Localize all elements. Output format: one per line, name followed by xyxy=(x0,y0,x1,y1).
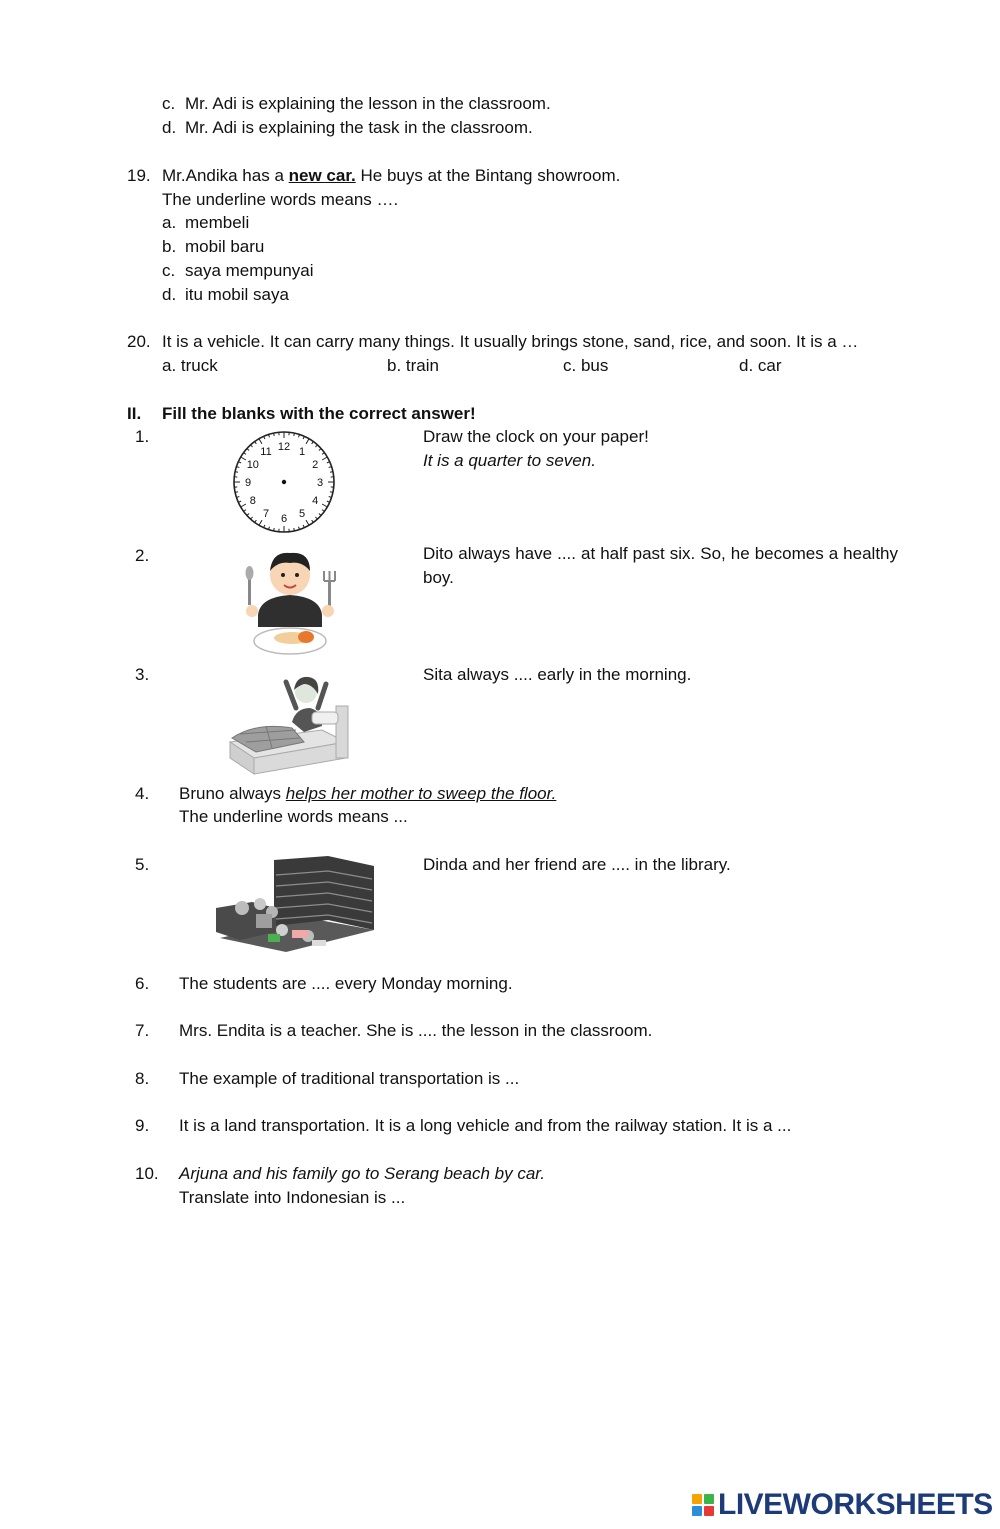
q19-option-c: saya mempunyai xyxy=(185,261,314,280)
section2-title: Fill the blanks with the correct answer! xyxy=(162,404,476,423)
item2-text: Dito always have .... at half past six. So, he becomes a healthy boy. xyxy=(423,544,898,587)
item2-number: 2. xyxy=(135,546,150,565)
q20-number: 20. xyxy=(127,332,151,351)
clock-number: 3 xyxy=(316,477,324,489)
liveworksheets-logo-text: LIVEWORKSHEETS xyxy=(718,1488,993,1521)
item10-sentence: Arjuna and his family go to Serang beach by car. xyxy=(179,1164,546,1183)
clock-number: 7 xyxy=(262,508,270,521)
q20-option-b: b. train xyxy=(387,356,439,375)
q19-underlined: new car. xyxy=(288,166,356,185)
item4-text xyxy=(179,784,556,804)
q19-option-d: itu mobil saya xyxy=(185,285,289,304)
q19-question xyxy=(162,166,620,186)
item3-number: 3. xyxy=(135,665,150,684)
clock-number: 1 xyxy=(298,445,306,458)
item8-text: The example of traditional transportation is ... xyxy=(179,1069,520,1088)
item1-instruction: Draw the clock on your paper! xyxy=(423,427,649,446)
item4-underlined: helps her mother to sweep the floor. xyxy=(285,784,557,803)
item6-text: The students are .... every Monday morning. xyxy=(179,974,513,993)
q19-option-b: mobil baru xyxy=(185,237,265,256)
item10-number: 10. xyxy=(135,1164,159,1183)
q20-option-c: c. bus xyxy=(563,356,609,375)
q19-post: He buys at the Bintang showroom. xyxy=(360,166,621,185)
clock-number: 5 xyxy=(298,508,306,521)
q20-option-a: a. truck xyxy=(162,356,218,375)
clock-number: 8 xyxy=(249,495,256,507)
item5-number: 5. xyxy=(135,855,150,874)
item1-time: It is a quarter to seven. xyxy=(423,451,596,470)
q19-option-b-letter: b. xyxy=(162,237,177,256)
item9-number: 9. xyxy=(135,1116,150,1135)
item7-text: Mrs. Endita is a teacher. She is .... the lesson in the classroom. xyxy=(179,1021,653,1040)
item4-pre: Bruno always xyxy=(179,784,282,803)
clock-number: 12 xyxy=(277,441,291,453)
q18-option-c-letter: c. xyxy=(162,94,176,113)
item3-text: Sita always .... early in the morning. xyxy=(423,665,692,684)
clock-number: 6 xyxy=(280,513,288,525)
clock-image xyxy=(232,430,336,534)
q18-option-d-letter: d. xyxy=(162,118,177,137)
item1-number: 1. xyxy=(135,427,150,446)
item7-number: 7. xyxy=(135,1021,150,1040)
q19-prompt: The underline words means …. xyxy=(162,190,399,209)
item4-number: 4. xyxy=(135,784,150,803)
item5-text: Dinda and her friend are .... in the library. xyxy=(423,855,731,874)
clock-number: 2 xyxy=(312,459,319,471)
q19-option-a-letter: a. xyxy=(162,213,177,232)
item8-number: 8. xyxy=(135,1069,150,1088)
q19-option-c-letter: c. xyxy=(162,261,176,280)
library-image xyxy=(212,856,376,954)
q19-number: 19. xyxy=(127,166,151,185)
clock-number: 10 xyxy=(246,459,259,471)
item6-number: 6. xyxy=(135,974,150,993)
item10-prompt: Translate into Indonesian is ... xyxy=(179,1188,406,1207)
q20-text: It is a vehicle. It can carry many things. It usually brings stone, sand, rice, and soon. It is a … xyxy=(162,332,859,351)
clock-number: 4 xyxy=(312,495,319,507)
q19-option-d-letter: d. xyxy=(162,285,177,304)
liveworksheets-logo-icon xyxy=(692,1490,716,1522)
q18-option-c: Mr. Adi is explaining the lesson in the classroom. xyxy=(185,94,551,113)
girl-waking-up-image xyxy=(226,668,352,778)
clock-number: 11 xyxy=(260,445,272,458)
q19-option-a: membeli xyxy=(185,213,250,232)
clock-number: 9 xyxy=(244,477,252,489)
section2-roman: II. xyxy=(127,404,142,423)
item9-text: It is a land transportation. It is a long vehicle and from the railway station. It is a ... xyxy=(179,1116,792,1135)
q18-option-d: Mr. Adi is explaining the task in the classroom. xyxy=(185,118,533,137)
boy-eating-image xyxy=(240,545,340,657)
item4-prompt: The underline words means ... xyxy=(179,807,408,826)
q20-option-d: d. car xyxy=(739,356,782,375)
q19-pre: Mr.Andika has a xyxy=(162,166,284,185)
